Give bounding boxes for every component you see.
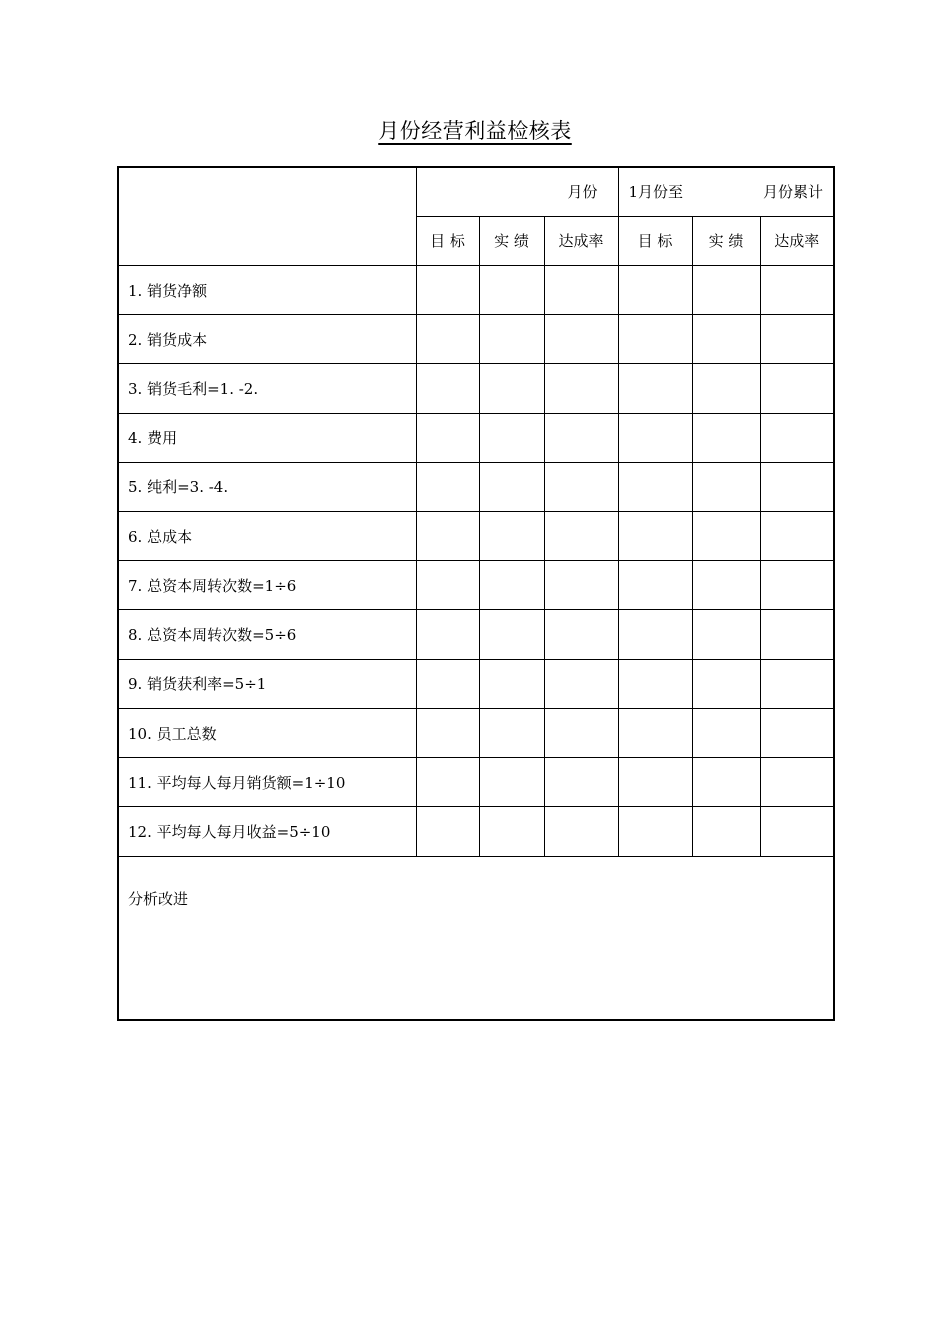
month-target-cell[interactable] [416, 659, 479, 708]
cumulative-target-cell[interactable] [618, 807, 692, 856]
cumulative-target-cell[interactable] [618, 659, 692, 708]
table-row [118, 265, 834, 314]
month-target-cell[interactable] [416, 610, 479, 659]
cumulative-actual-cell[interactable] [692, 413, 760, 462]
item-label: 4. 费用 [118, 413, 416, 462]
cumulative-rate-cell[interactable] [760, 462, 834, 511]
table-row [118, 561, 834, 610]
month-period-header [416, 167, 618, 216]
month-actual-cell[interactable] [479, 708, 544, 757]
month-rate-cell[interactable] [544, 610, 618, 659]
cumulative-rate-cell[interactable] [760, 758, 834, 807]
month-actual-cell[interactable] [479, 807, 544, 856]
month-actual-cell[interactable] [479, 561, 544, 610]
item-label: 8. 总资本周转次数=5÷6 [118, 610, 416, 659]
month-actual-cell[interactable] [479, 462, 544, 511]
month-actual-cell[interactable] [479, 315, 544, 364]
table-row [118, 413, 834, 462]
page-title: 月份经营利益检核表 [378, 119, 572, 143]
cumulative-rate-cell[interactable] [760, 512, 834, 561]
cumulative-rate-cell[interactable] [760, 807, 834, 856]
month-rate-header: 达成率 [544, 216, 618, 265]
month-target-cell[interactable] [416, 708, 479, 757]
month-target-cell[interactable] [416, 561, 479, 610]
month-rate-cell[interactable] [544, 708, 618, 757]
cumulative-period-header [618, 167, 834, 216]
month-target-cell[interactable] [416, 315, 479, 364]
cumulative-rate-header: 达成率 [760, 216, 834, 265]
month-target-cell[interactable] [416, 364, 479, 413]
cumulative-actual-cell[interactable] [692, 708, 760, 757]
table-row [118, 610, 834, 659]
month-rate-cell[interactable] [544, 659, 618, 708]
month-target-cell[interactable] [416, 807, 479, 856]
month-actual-cell[interactable] [479, 512, 544, 561]
cumulative-target-cell[interactable] [618, 708, 692, 757]
month-label: 月份 [567, 183, 598, 202]
cumulative-actual-header: 实 绩 [692, 216, 760, 265]
cumulative-actual-cell[interactable] [692, 610, 760, 659]
cumulative-rate-cell[interactable] [760, 315, 834, 364]
month-target-header: 目 标 [416, 216, 479, 265]
table-row [118, 364, 834, 413]
cumulative-target-cell[interactable] [618, 413, 692, 462]
month-rate-cell[interactable] [544, 364, 618, 413]
cumulative-actual-cell[interactable] [692, 807, 760, 856]
item-label: 7. 总资本周转次数=1÷6 [118, 561, 416, 610]
month-target-cell[interactable] [416, 512, 479, 561]
item-label: 6. 总成本 [118, 512, 416, 561]
cumulative-rate-cell[interactable] [760, 610, 834, 659]
cumulative-label: 月份累计 [763, 183, 824, 202]
cumulative-from-label: 1月份至 [628, 183, 684, 202]
month-rate-cell[interactable] [544, 265, 618, 314]
month-actual-cell[interactable] [479, 758, 544, 807]
cumulative-target-cell[interactable] [618, 265, 692, 314]
month-actual-cell[interactable] [479, 413, 544, 462]
cumulative-rate-cell[interactable] [760, 413, 834, 462]
cumulative-target-cell[interactable] [618, 315, 692, 364]
cumulative-rate-cell[interactable] [760, 708, 834, 757]
cumulative-actual-cell[interactable] [692, 265, 760, 314]
table-row [118, 462, 834, 511]
month-actual-cell[interactable] [479, 610, 544, 659]
header-blank-cell [118, 167, 416, 265]
item-label: 10. 员工总数 [118, 708, 416, 757]
item-label: 5. 纯利=3. -4. [118, 462, 416, 511]
cumulative-target-cell[interactable] [618, 561, 692, 610]
table-row [118, 512, 834, 561]
cumulative-target-cell[interactable] [618, 512, 692, 561]
month-rate-cell[interactable] [544, 561, 618, 610]
month-target-cell[interactable] [416, 462, 479, 511]
cumulative-target-cell[interactable] [618, 758, 692, 807]
item-label: 11. 平均每人每月销货额=1÷10 [118, 758, 416, 807]
month-rate-cell[interactable] [544, 315, 618, 364]
month-target-cell[interactable] [416, 758, 479, 807]
cumulative-target-cell[interactable] [618, 364, 692, 413]
check-table [117, 166, 835, 1021]
cumulative-actual-cell[interactable] [692, 659, 760, 708]
cumulative-rate-cell[interactable] [760, 659, 834, 708]
cumulative-target-cell[interactable] [618, 462, 692, 511]
month-target-cell[interactable] [416, 413, 479, 462]
cumulative-actual-cell[interactable] [692, 561, 760, 610]
month-rate-cell[interactable] [544, 758, 618, 807]
month-rate-cell[interactable] [544, 413, 618, 462]
month-rate-cell[interactable] [544, 512, 618, 561]
item-label: 2. 销货成本 [118, 315, 416, 364]
cumulative-target-cell[interactable] [618, 610, 692, 659]
month-actual-cell[interactable] [479, 265, 544, 314]
table-row [118, 758, 834, 807]
header-row-period [118, 167, 834, 216]
month-rate-cell[interactable] [544, 462, 618, 511]
cumulative-actual-cell[interactable] [692, 512, 760, 561]
table-row [118, 807, 834, 856]
cumulative-actual-cell[interactable] [692, 758, 760, 807]
month-target-cell[interactable] [416, 265, 479, 314]
item-label: 12. 平均每人每月收益=5÷10 [118, 807, 416, 856]
cumulative-actual-cell[interactable] [692, 462, 760, 511]
table-row [118, 708, 834, 757]
analysis-cell[interactable] [118, 856, 834, 1020]
item-label: 3. 销货毛利=1. -2. [118, 364, 416, 413]
cumulative-actual-cell[interactable] [692, 364, 760, 413]
month-actual-header: 实 绩 [479, 216, 544, 265]
item-label: 1. 销货净额 [118, 265, 416, 314]
cumulative-rate-cell[interactable] [760, 364, 834, 413]
table-row [118, 659, 834, 708]
table-row [118, 315, 834, 364]
month-actual-cell[interactable] [479, 364, 544, 413]
cumulative-rate-cell[interactable] [760, 265, 834, 314]
item-label: 9. 销货获利率=5÷1 [118, 659, 416, 708]
cumulative-target-header: 目 标 [618, 216, 692, 265]
month-rate-cell[interactable] [544, 807, 618, 856]
analysis-row [118, 856, 834, 1020]
month-actual-cell[interactable] [479, 659, 544, 708]
cumulative-actual-cell[interactable] [692, 315, 760, 364]
analysis-label: 分析改进 [128, 889, 189, 908]
cumulative-rate-cell[interactable] [760, 561, 834, 610]
